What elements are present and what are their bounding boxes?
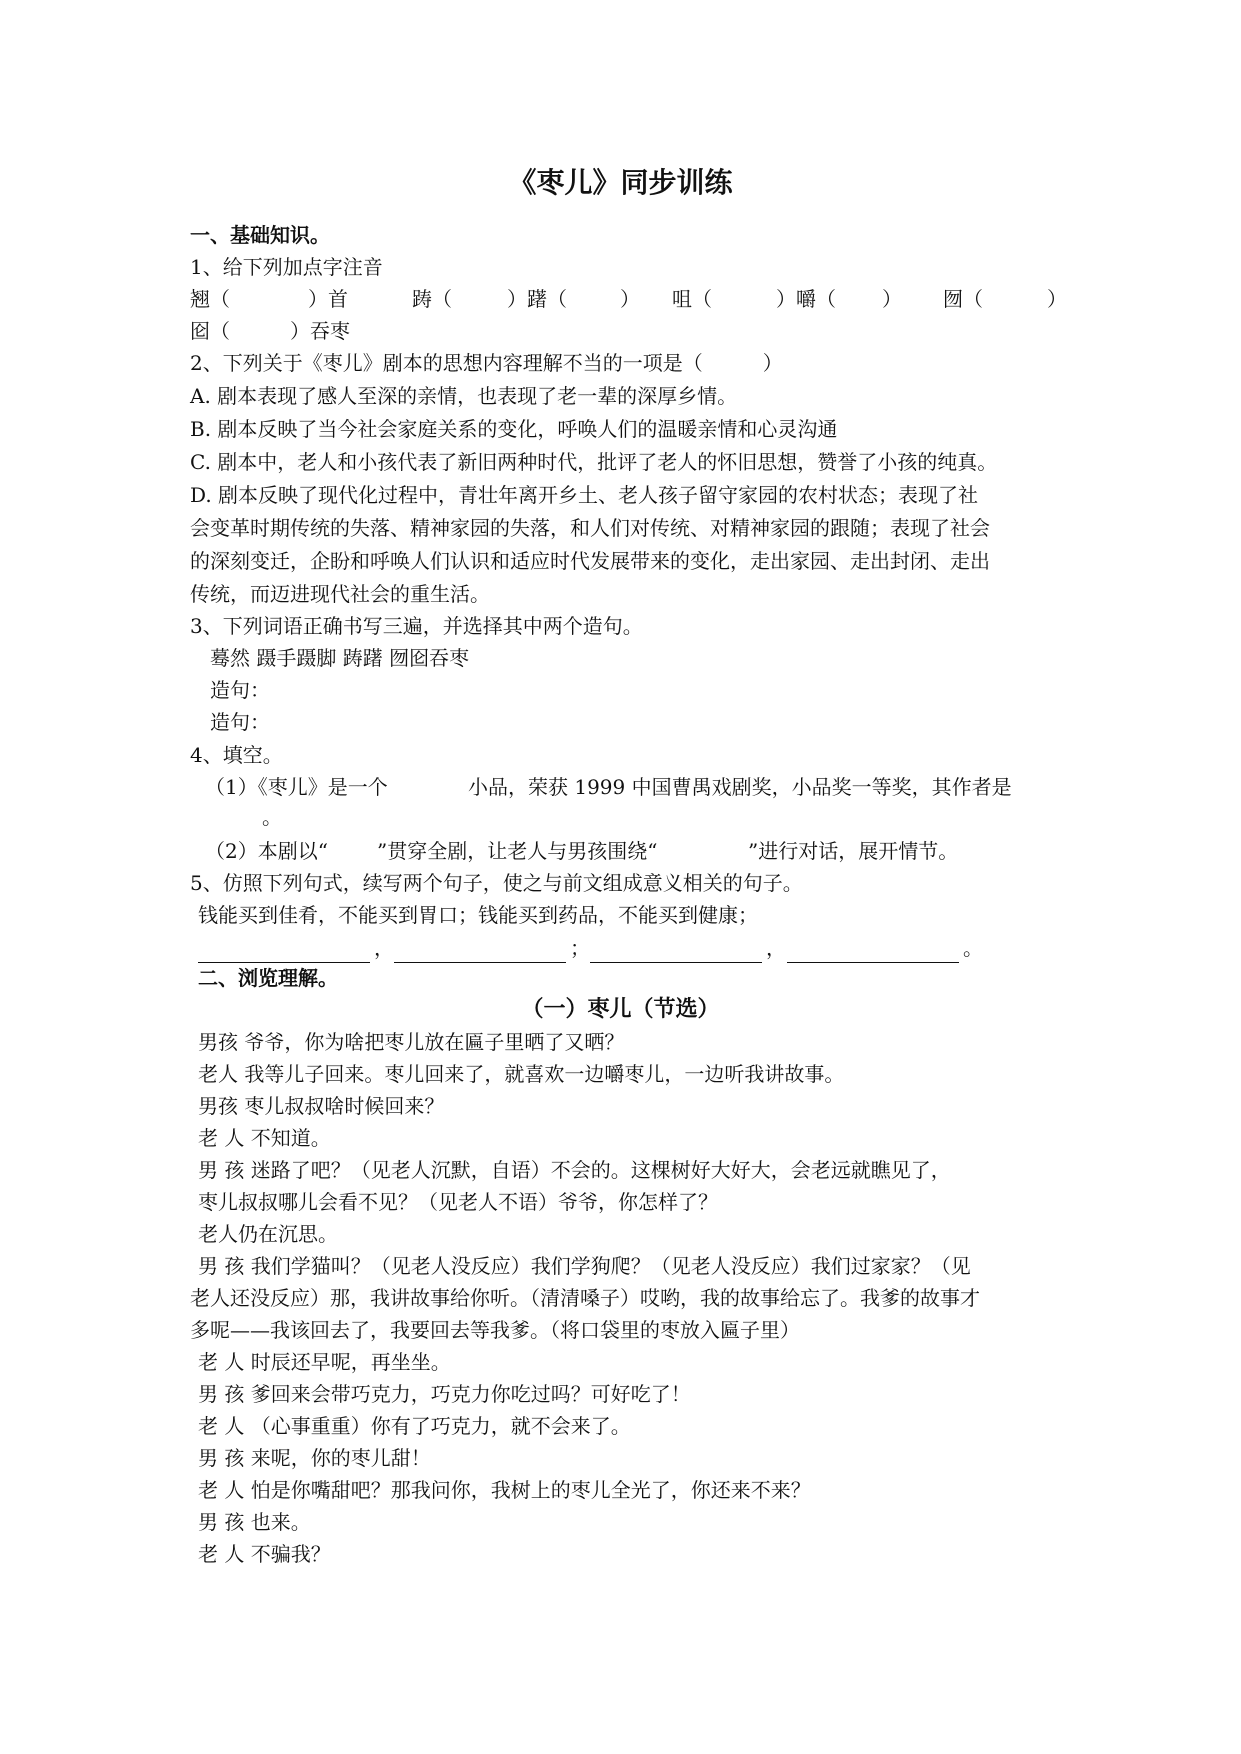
dialogue-line: 老 人 怕是你嘴甜吧？那我问你，我树上的枣儿全光了，你还来不来？ (198, 1478, 811, 1502)
q3-sentence-1: 造句： (210, 678, 270, 702)
dialogue-line: 男 孩 爹回来会带巧克力，巧克力你吃过吗？可好吃了！ (198, 1382, 691, 1406)
question-1-prompt: 1、给下列加点字注音 (190, 255, 383, 279)
passage-title: （一）枣儿（节选） (521, 996, 720, 1022)
q3-words: 蓦然 蹑手蹑脚 踌躇 囫囵吞枣 (210, 646, 470, 670)
dialogue-line: 老人还没反应）那，我讲故事给你听。（清清嗓子）哎哟，我的故事给忘了。我爹的故事才 (190, 1286, 980, 1310)
dialogue-line: 老 人 （心事重重）你有了巧克力，就不会来了。 (198, 1414, 631, 1438)
answer-blank[interactable] (590, 962, 762, 963)
q1-item: ）首 (308, 287, 348, 311)
dialogue-line: 老 人 不骗我？ (198, 1542, 331, 1566)
answer-blank[interactable] (394, 962, 566, 963)
q2-option-a: A. 剧本表现了感人至深的亲情，也表现了老一辈的深厚乡情。 (190, 384, 738, 408)
answer-blank[interactable] (198, 962, 370, 963)
dialogue-line: 男 孩 也来。 (198, 1510, 311, 1534)
dialogue-line: 老 人 不知道。 (198, 1126, 331, 1150)
question-5-prompt: 5、仿照下列句式，续写两个句子，使之与前文组成意义相关的句子。 (190, 871, 803, 895)
dialogue-line: 男孩 枣儿叔叔啥时候回来？ (198, 1094, 445, 1118)
q4-item-2-cont: ”贯穿全剧，让老人与男孩围绕“ (377, 839, 658, 863)
section-heading-reading: 二、浏览理解。 (198, 966, 338, 990)
q4-item-1-cont: 小品，荣获 1999 中国曹禺戏剧奖，小品奖一等奖，其作者是 (468, 775, 1012, 799)
question-3-prompt: 3、下列词语正确书写三遍，并选择其中两个造句。 (190, 614, 643, 638)
q1-item: ） (882, 287, 902, 311)
dialogue-line: 多呢——我该回去了，我要回去等我爹。（将口袋里的枣放入匾子里） (190, 1318, 800, 1342)
q5-example: 钱能买到佳肴，不能买到胃口；钱能买到药品，不能买到健康； (198, 903, 758, 927)
q4-item-1-end: 。 (262, 805, 282, 829)
dialogue-line: 男孩 爷爷，你为啥把枣儿放在匾子里晒了又晒？ (198, 1030, 625, 1054)
q3-sentence-2: 造句： (210, 710, 270, 734)
q2-option-d-cont: 传统，而迈进现代社会的重生活。 (190, 582, 490, 606)
q2-option-d: D. 剧本反映了现代化过程中，青壮年离开乡土、老人孩子留守家园的农村状态；表现了社 (190, 483, 979, 507)
q2-option-b: B. 剧本反映了当今社会家庭关系的变化，呼唤人们的温暖亲情和心灵沟通 (190, 417, 838, 441)
answer-blank[interactable] (787, 962, 959, 963)
question-4-prompt: 4、填空。 (190, 743, 283, 767)
q4-item-1: （1）《枣儿》是一个 (205, 775, 388, 799)
q5-separator: ， (374, 936, 394, 960)
stage-direction: 老人仍在沉思。 (198, 1222, 338, 1246)
q2-option-d-cont: 的深刻变迁，企盼和呼唤人们认识和适应时代发展带来的变化，走出家园、走出封闭、走出 (190, 549, 990, 573)
dialogue-line: 老 人 时辰还早呢，再坐坐。 (198, 1350, 451, 1374)
q5-end: 。 (963, 936, 983, 960)
dialogue-line: 枣儿叔叔哪儿会看不见？（见老人不语）爷爷，你怎样了？ (198, 1190, 718, 1214)
q1-row-2: 囵（ ）吞枣 (190, 319, 350, 343)
q1-item: 翘（ (190, 287, 230, 311)
q1-item: ） (620, 287, 640, 311)
q1-item: ） (1047, 287, 1067, 311)
q1-item: ）嚼（ (776, 287, 836, 311)
dialogue-line: 男 孩 我们学猫叫？（见老人没反应）我们学狗爬？（见老人没反应）我们过家家？（见 (198, 1254, 971, 1278)
q1-item: 囫（ (943, 287, 983, 311)
dialogue-line: 老人 我等儿子回来。枣儿回来了，就喜欢一边嚼枣儿，一边听我讲故事。 (198, 1062, 845, 1086)
q1-item: 踌（ (412, 287, 452, 311)
q5-separator: ， (766, 936, 786, 960)
q4-item-2-end: ”进行对话，展开情节。 (748, 839, 959, 863)
section-heading-basics: 一、基础知识。 (190, 223, 330, 247)
q1-item: 咀（ (672, 287, 712, 311)
dialogue-line: 男 孩 来呢，你的枣儿甜！ (198, 1446, 431, 1470)
q2-option-c: C. 剧本中，老人和小孩代表了新旧两种时代，批评了老人的怀旧思想，赞誉了小孩的纯真。 (190, 450, 998, 474)
q2-option-d-cont: 会变革时期传统的失落、精神家园的失落，和人们对传统、对精神家园的跟随；表现了社会 (190, 516, 990, 540)
q5-separator: ； (570, 936, 590, 960)
question-2-prompt: 2、下列关于《枣儿》剧本的思想内容理解不当的一项是（ ） (190, 351, 783, 375)
q1-item: ）躇（ (507, 287, 567, 311)
q4-item-2: （2）本剧以“ (205, 839, 328, 863)
dialogue-line: 男 孩 迷路了吧？（见老人沉默，自语）不会的。这棵树好大好大，会老远就瞧见了， (198, 1158, 951, 1182)
page-title: 《枣儿》同步训练 (508, 166, 733, 199)
